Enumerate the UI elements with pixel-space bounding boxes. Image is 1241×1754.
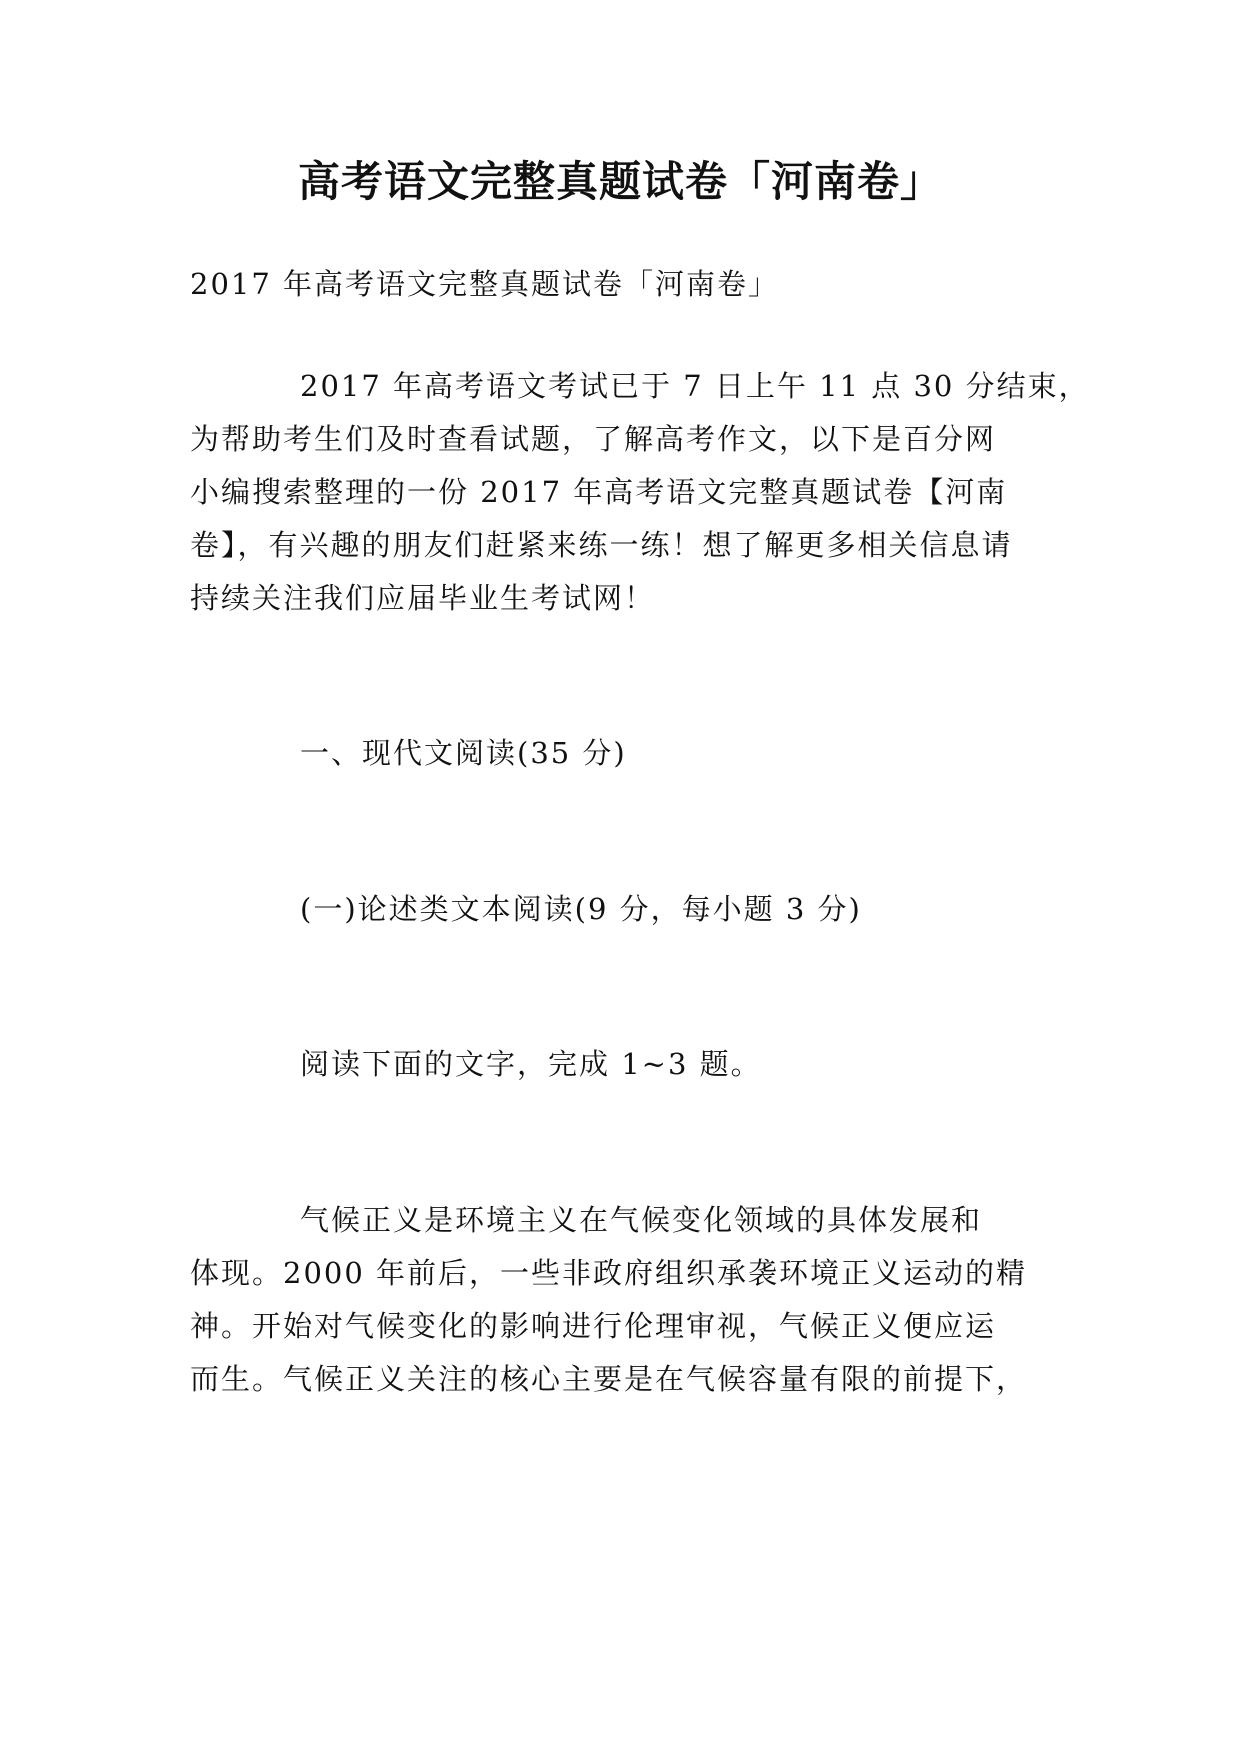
passage-line: 神。开始对气候变化的影响进行伦理审视，气候正义便应运 bbox=[190, 1309, 997, 1343]
intro-line: 2017 年高考语文考试已于 7 日上午 11 点 30 分结束， bbox=[300, 369, 1090, 403]
intro-line: 持续关注我们应届毕业生考试网！ bbox=[190, 581, 656, 615]
passage-line: 而生。气候正义关注的核心主要是在气候容量有限的前提下， bbox=[190, 1362, 1028, 1396]
intro-line: 为帮助考生们及时查看试题，了解高考作文，以下是百分网 bbox=[190, 422, 997, 456]
intro-line: 小编搜索整理的一份 2017 年高考语文完整真题试卷【河南 bbox=[190, 475, 1008, 509]
reading-instruction: 阅读下面的文字，完成 1~3 题。 bbox=[300, 1047, 762, 1081]
section-heading: 一、现代文阅读(35 分) bbox=[300, 736, 627, 770]
passage-line: 体现。2000 年前后，一些非政府组织承袭环境正义运动的精 bbox=[190, 1256, 1028, 1290]
document-title: 高考语文完整真题试卷「河南卷」 bbox=[297, 157, 943, 206]
subsection-heading: (一)论述类文本阅读(9 分，每小题 3 分) bbox=[300, 892, 862, 926]
passage-line: 气候正义是环境主义在气候变化领域的具体发展和 bbox=[300, 1203, 983, 1237]
document-subtitle: 2017 年高考语文完整真题试卷「河南卷」 bbox=[190, 267, 780, 301]
intro-line: 卷】，有兴趣的朋友们赶紧来练一练！想了解更多相关信息请 bbox=[190, 528, 1013, 562]
